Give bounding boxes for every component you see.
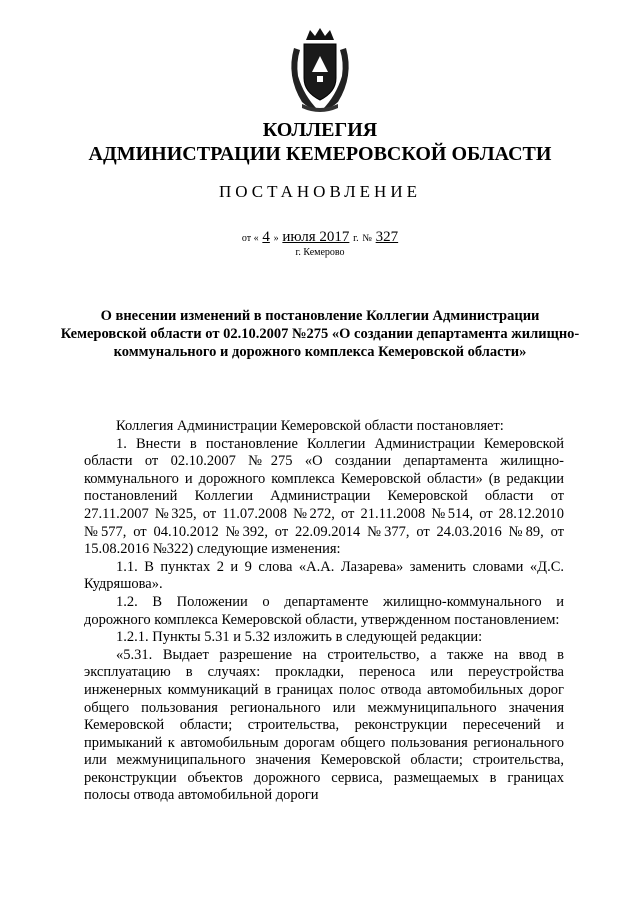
number-prefix: № bbox=[362, 233, 372, 244]
date-prefix: от « bbox=[241, 233, 259, 244]
date-line bbox=[0, 229, 640, 246]
document-title: О внесении изменений в постановление Коллегии Администрации Кемеровской области от 02.10.2007 №275 «О создании департамента жилищно-коммунального и дорожного комплекса Кемеровской области» bbox=[60, 308, 580, 360]
org-name-line2: АДМИНИСТРАЦИИ КЕМЕРОВСКОЙ ОБЛАСТИ bbox=[88, 143, 552, 165]
org-name-line1: КОЛЛЕГИЯ bbox=[262, 119, 378, 141]
date-month-year: июля 2017 bbox=[282, 229, 350, 245]
year-suffix: г. bbox=[353, 233, 359, 244]
city: г. Кемерово bbox=[295, 247, 345, 258]
paragraph-1-1: 1.1. В пунктах 2 и 9 слова «А.А. Лазарева» заменить словами «Д.С. Кудряшова». bbox=[84, 558, 564, 593]
paragraph-1-2-1: 1.2.1. Пункты 5.31 и 5.32 изложить в следующей редакции: bbox=[116, 629, 483, 646]
paragraph-1-2: 1.2. В Положении о департаменте жилищно-коммунального и дорожного комплекса Кемеровской области, утвержденном постановлением: bbox=[84, 593, 564, 628]
date-mid: » bbox=[273, 233, 279, 244]
document-type: ПОСТАНОВЛЕНИЕ bbox=[218, 182, 421, 201]
paragraph-preamble: Коллегия Администрации Кемеровской области постановляет: bbox=[116, 418, 504, 434]
coat-of-arms-icon bbox=[284, 26, 356, 112]
document-number: 327 bbox=[375, 229, 399, 245]
date-day: 4 bbox=[262, 229, 270, 245]
paragraph-5-31: «5.31. Выдает разрешение на строительство, а также на ввод в эксплуатацию в случаях: прокладки, переноса или переустройства инженерных коммуникаций в границах полос отвода автомобильных дорог общего пользования регионального или межмуниципального значения Кемеровской области; строительства, реконструкции пересечений и примыканий к автомобильным дорогам общего пользования регионального или межмуниципального значения Кемеровской области; строительства, реконструкции объектов дорожного сервиса, размещаемых в границах полосы отвода автомобильной дороги bbox=[84, 646, 564, 804]
document-body bbox=[84, 418, 564, 805]
paragraph-1: 1. Внести в постановление Коллегии Администрации Кемеровской области от 02.10.2007 №275 «О создании департамента жилищно-коммунального и дорожного комплекса Кемеровской области» (в редакции постановлений Коллегии Администрации Кемеровской области от 27.11.2007 №325, от 11.07.2008 №272, от 21.11.2008 №514, от 28.12.2010 №577, от 04.10.2012 №392, от 22.09.2014 №377, от 24.03.2016 №89, от 15.08.2016 №322) следующие изменения: bbox=[84, 435, 564, 558]
